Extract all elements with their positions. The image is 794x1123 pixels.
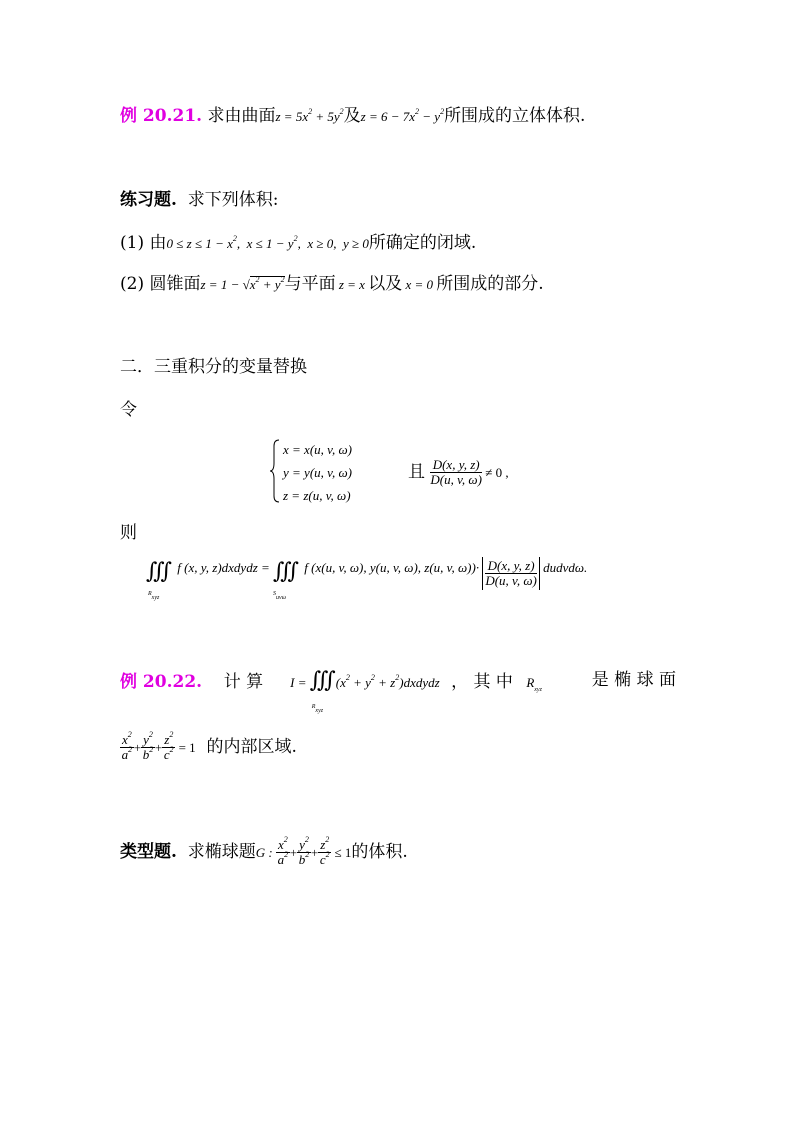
jacobian-nonzero: ≠ 0 , — [481, 465, 509, 480]
jacobian-abs: $\frac{D(x, y, z)}{D(u, v, \omega)}$ — [482, 557, 540, 590]
formula-integral-I: I = ∭ $R_{xyz}$ ($x^2 + y^2$ + $z^2)dxdydz$ — [290, 667, 440, 714]
example-20-22 — [120, 667, 676, 714]
fraction-z: $\frac{z^2}{c^2}$ — [319, 835, 330, 867]
example-text: 是 椭 球 面 — [591, 670, 676, 690]
left-brace — [268, 438, 282, 504]
example-text: 的内部区域. — [206, 737, 297, 757]
triple-integral-sign: ∭ $R_{xyz}$ — [146, 558, 167, 601]
fraction-x: $\frac{x^2}{a^2}$ — [121, 730, 133, 762]
ellipsoid-equation-line: $\frac{x^2}{a^2}$ + $\frac{y^2}{b^2}$ + $\frac{z^2}{c^2}$ = 1 的内部区域. — [121, 730, 297, 762]
exercise-prompt: 求下列体积: — [187, 190, 279, 210]
formula-surface-1: $z = 5x^2 + 5y^2$ — [275, 107, 344, 124]
example-text: 所围成的立体体积. — [444, 106, 586, 126]
region-symbol: $R_{xyz}$ — [526, 675, 542, 693]
example-label: 例 20.21. — [120, 106, 203, 126]
substitution-system: x = x(u, v, ω) y = y(u, v, ω) z = z(u, v, ω) — [283, 442, 352, 503]
section-heading: 二．三重积分的变量替换 — [120, 357, 307, 377]
example-text: ， 其 中 — [451, 672, 513, 692]
exercise-label: 练习题. — [120, 190, 177, 210]
let-label: 令 — [120, 400, 137, 420]
type-problem-label: 类型题. — [120, 842, 177, 862]
fraction-x: $\frac{x^2}{a^2}$ — [277, 835, 289, 867]
item-text: 与平面 — [284, 274, 336, 294]
formula-region-1: $0 \le z \le 1 - x^2$, $x \le 1 - y^2$, x ≥ 0, y ≥ 0 — [166, 234, 369, 251]
item-text: 圆锥面 — [149, 274, 201, 294]
exercise-item-2 — [120, 274, 544, 295]
formula-x0: x = 0 — [402, 277, 437, 292]
example-20-21 — [120, 106, 585, 127]
formula-G: G : — [255, 845, 276, 860]
example-text: 计 算 — [223, 672, 264, 692]
item-number: (1) — [120, 233, 145, 253]
item-text: 以及 — [368, 274, 403, 294]
item-text: 由 — [149, 233, 167, 253]
exercise-item-1 — [120, 233, 476, 254]
change-of-variables-formula: ∭ $R_{xyz}$ f (x, y, z)dxdydz = ∭ $S_{uv\omega}$ f (x(u, v, ω), y(u, v, ω), z(u, v, ω))· $\frac{D(x, y, z)}{D(u, v, \omega)}$ dudvdω. — [146, 557, 588, 601]
and-label: 且 — [408, 462, 425, 482]
type-problem-text: 求椭球题 — [187, 842, 256, 862]
formula-plane: z = x — [335, 277, 369, 292]
example-label: 例 20.22. — [120, 672, 203, 692]
jacobian-fraction: $\frac{D(x, y, z)}{D(u, v, \omega)}$ — [430, 457, 482, 487]
fraction-z: $\frac{z^2}{c^2}$ — [163, 730, 174, 762]
type-problem: 类型题. 求椭球题G : $\frac{x^2}{a^2}$ + $\frac{y^2}{b^2}$ + $\frac{z^2}{c^2}$ ≤ 1的体积. — [120, 835, 408, 867]
formula-surface-2: $z = 6 - 7x^2 - y^2$ — [360, 107, 445, 124]
example-text: 求由曲面 — [207, 106, 276, 126]
formula-cone: $z = 1 - √x^2 + y^2$ — [200, 275, 285, 292]
item-text: 所围成的部分. — [436, 274, 544, 294]
condition — [408, 458, 509, 487]
fraction-y: $\frac{y^2}{b^2}$ — [298, 835, 310, 867]
fraction-y: $\frac{y^2}{b^2}$ — [142, 730, 154, 762]
item-number: (2) — [120, 274, 145, 294]
type-problem-text: 的体积. — [351, 842, 408, 862]
then-label: 则 — [120, 523, 137, 543]
item-text: 所确定的闭域. — [368, 233, 477, 253]
example-text: 及 — [343, 106, 361, 126]
triple-integral-sign: ∭ $S_{uv\omega}$ — [273, 558, 294, 601]
exercise-heading — [120, 190, 278, 210]
